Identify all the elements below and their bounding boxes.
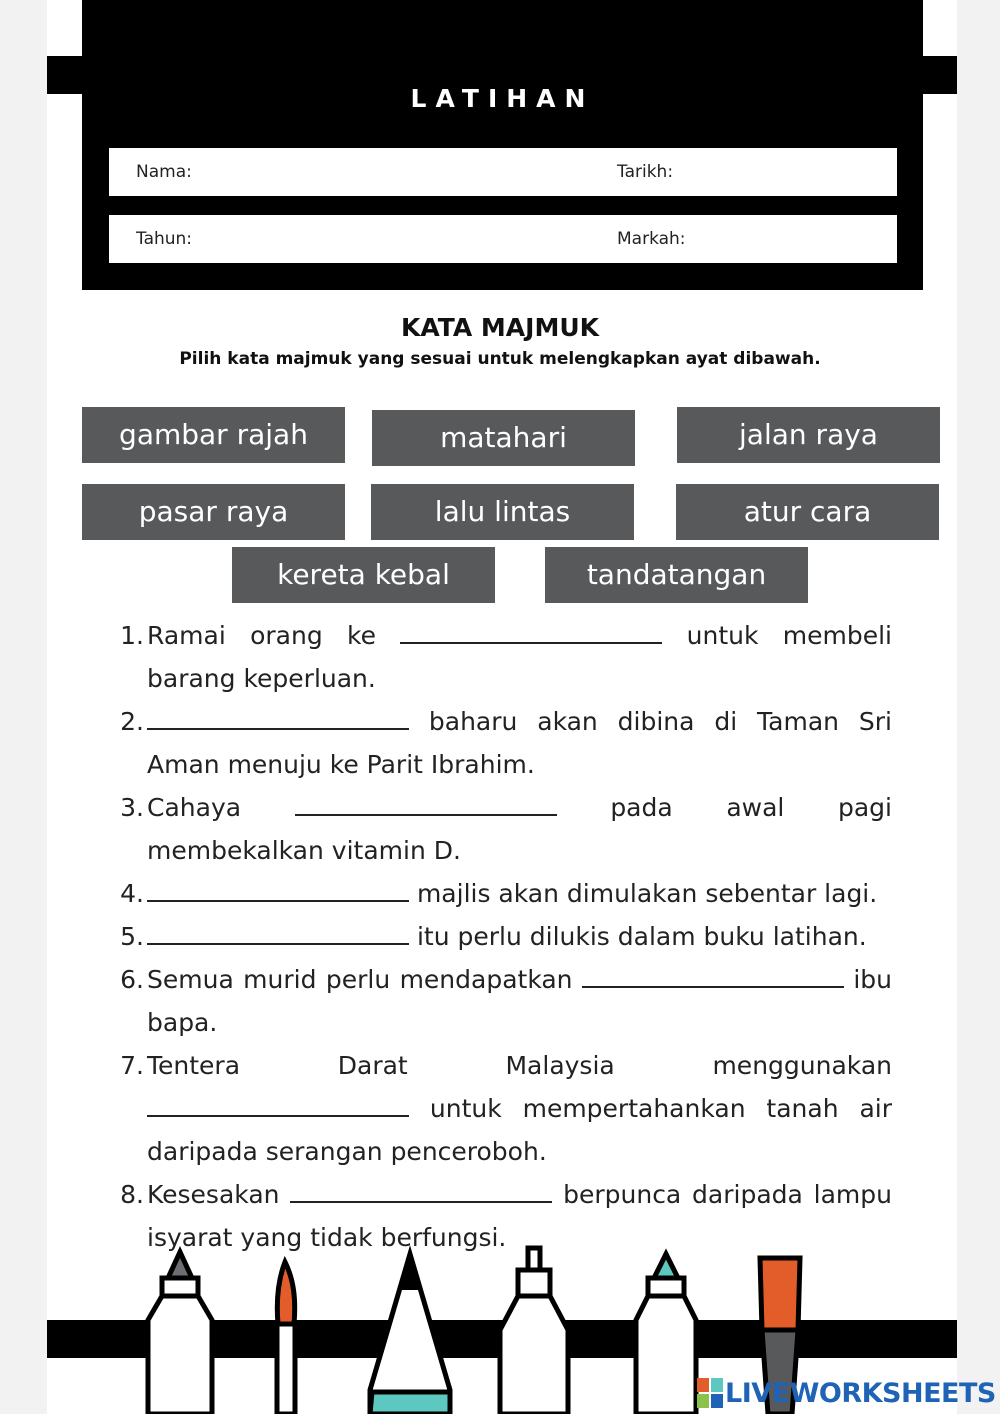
date-label: Tarikh: (617, 162, 674, 182)
word-chip[interactable]: matahari (372, 410, 635, 466)
question-number: 1. (120, 621, 144, 650)
answer-blank[interactable] (582, 960, 844, 988)
year-label: Tahun: (136, 229, 193, 249)
question-item (110, 786, 892, 872)
question-number: 6. (120, 965, 144, 994)
word-chip[interactable]: jalan raya (677, 407, 940, 463)
name-date-row (109, 148, 897, 196)
question-item (110, 958, 892, 1044)
instruction-text: Pilih kata majmuk yang sesuai untuk melengkapkan ayat dibawah. (179, 349, 821, 369)
marker-icon (636, 1254, 696, 1414)
question-text: untuk membeli barang keperluan. (147, 621, 892, 693)
question-text: pada awal pagi membekalkan vitamin D. (147, 793, 892, 865)
question-item (110, 915, 892, 958)
question-item (110, 872, 892, 915)
year-marks-row (109, 215, 897, 263)
logo-text: LIVEWORKSHEETS (725, 1377, 996, 1409)
worksheet-title: LATIHAN (410, 84, 595, 113)
word-chip[interactable]: gambar rajah (82, 407, 345, 463)
liveworksheets-logo (697, 1376, 996, 1410)
question-number: 2. (120, 707, 144, 736)
question-text: Ramai orang ke (147, 621, 401, 650)
glue-bottle-icon (500, 1248, 568, 1414)
answer-blank[interactable] (147, 874, 409, 902)
answer-blank[interactable] (290, 1175, 552, 1203)
word-chip[interactable]: atur cara (676, 484, 939, 540)
question-number: 3. (120, 793, 144, 822)
answer-blank[interactable] (147, 917, 409, 945)
question-text: baharu akan dibina di Taman Sri Aman menuju ke Parit Ibrahim. (147, 707, 892, 779)
question-list (110, 614, 892, 1259)
section-title: KATA MAJMUK (400, 313, 600, 342)
logo-icon (697, 1378, 723, 1408)
question-text: itu perlu dilukis dalam buku latihan. (409, 922, 867, 951)
question-text: ibu bapa. (147, 965, 892, 1037)
question-text: Kesesakan (147, 1180, 291, 1209)
question-text: Semua murid perlu mendapatkan (147, 965, 582, 994)
question-text: Cahaya (147, 793, 295, 822)
question-item (110, 1044, 892, 1173)
question-text: majlis akan dimulakan sebentar lagi. (409, 879, 878, 908)
question-number: 4. (120, 879, 144, 908)
name-label: Nama: (136, 162, 192, 182)
marker-icon (148, 1252, 212, 1414)
answer-blank[interactable] (400, 616, 662, 644)
question-number: 5. (120, 922, 144, 951)
question-number: 8. (120, 1180, 144, 1209)
question-text: berpunca daripada lampu isyarat yang tidak berfungsi. (147, 1180, 892, 1252)
word-chip[interactable]: pasar raya (82, 484, 345, 540)
word-chip[interactable]: kereta kebal (232, 547, 495, 603)
question-text: Tentera Darat Malaysia menggunakan (147, 1051, 892, 1080)
paintbrush-icon (277, 1262, 295, 1414)
answer-blank[interactable] (147, 702, 409, 730)
answer-blank[interactable] (295, 788, 557, 816)
word-chip[interactable]: tandatangan (545, 547, 808, 603)
pencil-icon (370, 1254, 450, 1414)
answer-blank[interactable] (147, 1089, 409, 1117)
word-chip[interactable]: lalu lintas (371, 484, 634, 540)
header-panel (82, 0, 923, 290)
question-text: untuk mempertahankan tanah air daripada serangan penceroboh. (147, 1094, 892, 1166)
marks-label: Markah: (617, 229, 686, 249)
question-item (110, 700, 892, 786)
question-item (110, 614, 892, 700)
question-number: 7. (120, 1051, 144, 1080)
